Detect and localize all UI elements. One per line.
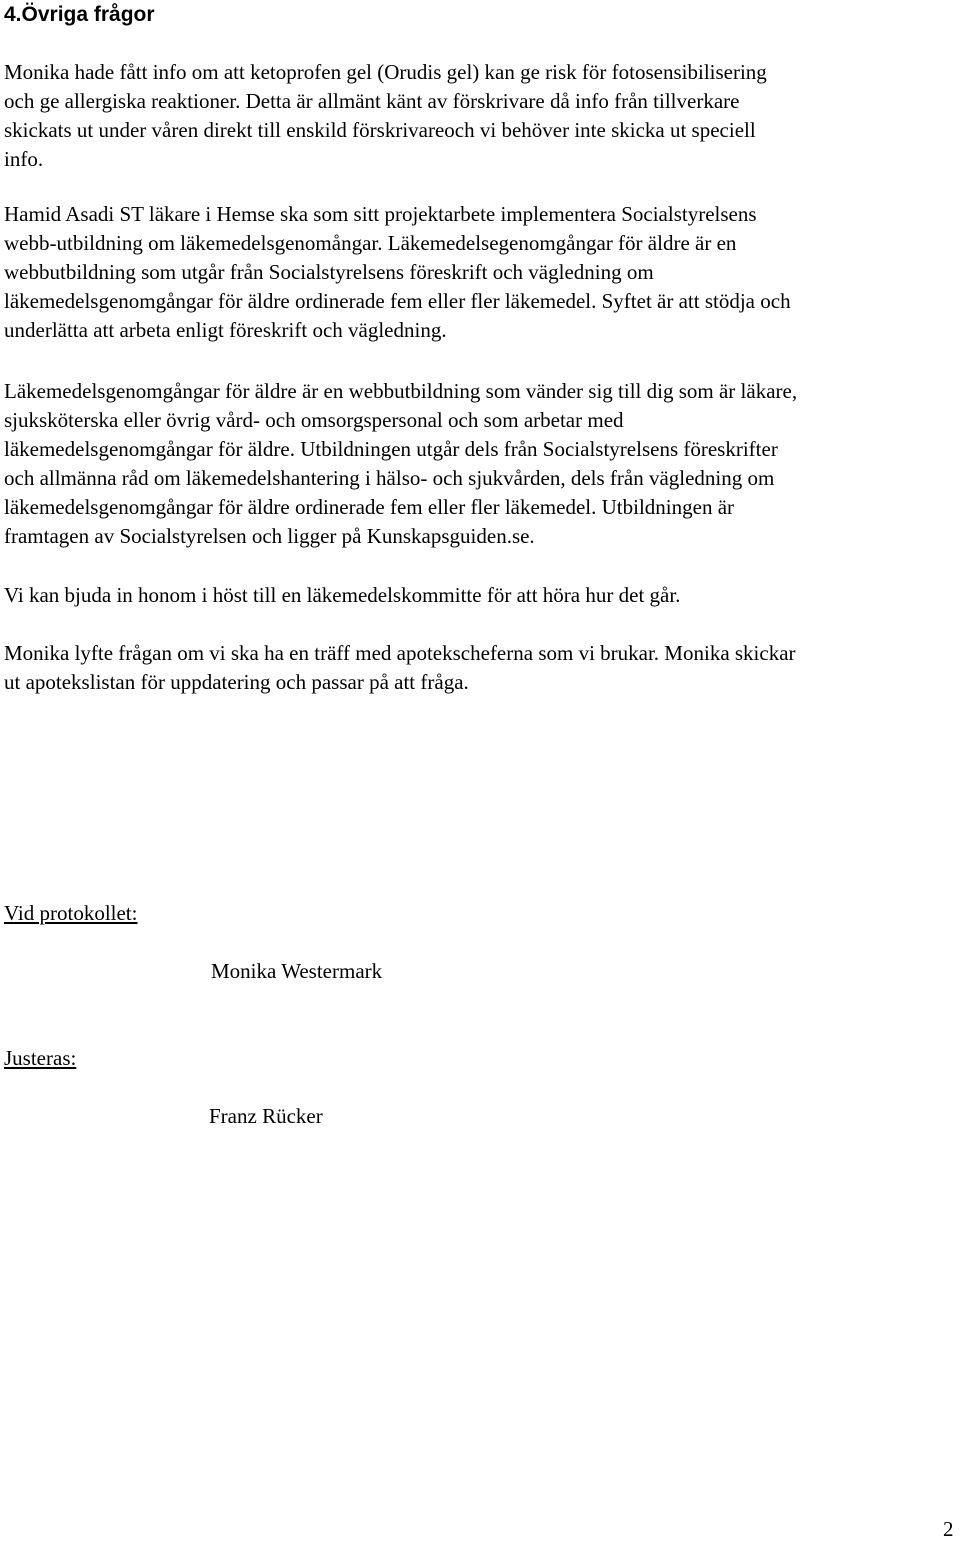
section-heading: 4.Övriga frågor [4,3,155,26]
paragraph-web-education [4,377,797,551]
paragraph-line: och allmänna råd om läkemedelshantering i hälso- och sjukvården, dels från vägledning om [4,466,775,490]
review-label: Justeras: [4,1046,77,1070]
paragraph-line: skickats ut under våren direkt till enskild förskrivareoch vi behöver inte skicka ut speciell [4,118,756,142]
review-signatory-name: Franz Rücker [209,1104,323,1128]
paragraph-pharmacy-meeting [4,639,796,697]
paragraph-line: läkemedelsgenomgångar för äldre ordinerade fem eller fler läkemedel. Syftet är att stödja och [4,289,791,313]
paragraph-line: läkemedelsgenomgångar för äldre. Utbildningen utgår dels från Socialstyrelsens föreskrifter [4,437,778,461]
paragraph-project-work [4,200,791,345]
paragraph-line: Monika lyfte frågan om vi ska ha en träff med apotekscheferna som vi brukar. Monika skickar [4,641,796,665]
paragraph-line: sjuksköterska eller övrig vård- och omsorgspersonal och som arbetar med [4,408,624,432]
paragraph-invitation [4,581,680,610]
paragraph-line: webb-utbildning om läkemedelsgenomångar. Läkemedelsegenomgångar för äldre är en [4,231,737,255]
page-number: 2 [943,1517,954,1541]
paragraph-line: framtagen av Socialstyrelsen och ligger på Kunskapsguiden.se. [4,524,535,548]
paragraph-line: info. [4,147,44,171]
paragraph-line: Läkemedelsgenomgångar för äldre är en webbutbildning som vänder sig till dig som är läkare, [4,379,798,403]
paragraph-line: ut apotekslistan för uppdatering och passar på att fråga. [4,670,469,694]
paragraph-line: underlätta att arbeta enligt föreskrift och vägledning. [4,318,447,342]
paragraph-line: webbutbildning som utgår från Socialstyrelsens föreskrift och vägledning om [4,260,654,284]
paragraph-line: Hamid Asadi ST läkare i Hemse ska som sitt projektarbete implementera Socialstyrelsens [4,202,757,226]
paragraph-ketoprofen [4,58,767,174]
protocol-label: Vid protokollet: [4,901,138,925]
paragraph-line: Monika hade fått info om att ketoprofen gel (Orudis gel) kan ge risk för fotosensibilisering [4,60,767,84]
protocol-signatory-name: Monika Westermark [211,959,383,983]
paragraph-line: läkemedelsgenomgångar för äldre ordinerade fem eller fler läkemedel. Utbildningen är [4,495,735,519]
paragraph-line: och ge allergiska reaktioner. Detta är allmänt känt av förskrivare då info från tillverkare [4,89,740,113]
paragraph-line: Vi kan bjuda in honom i höst till en läkemedelskommitte för att höra hur det går. [4,583,681,607]
